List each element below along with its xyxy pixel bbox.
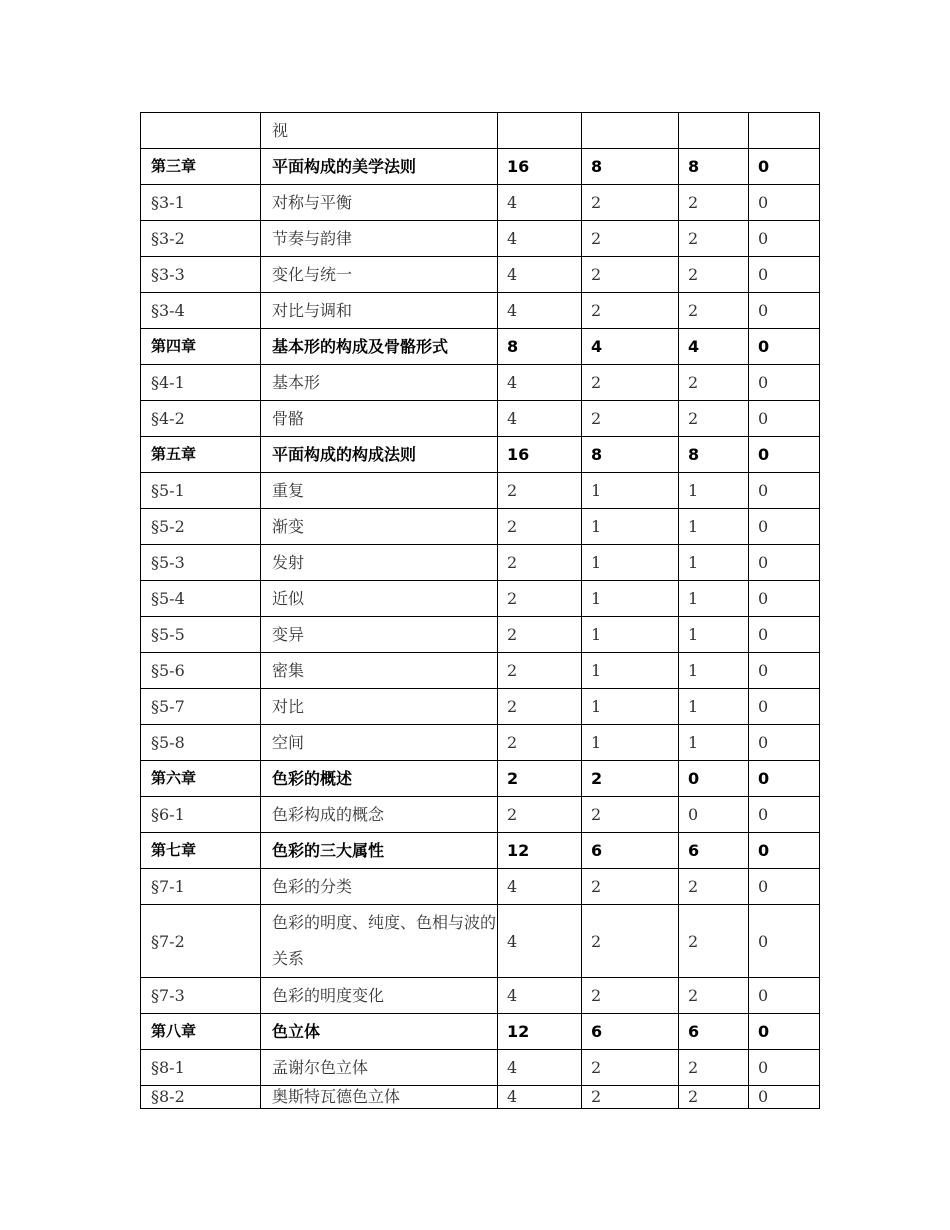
practice-hours-cell: 2 — [679, 1050, 749, 1086]
total-hours-cell: 2 — [498, 617, 582, 653]
total-hours-cell: 4 — [498, 869, 582, 905]
chapter-number-cell: §5-8 — [141, 725, 261, 761]
topic-cell: 节奏与韵律 — [261, 221, 498, 257]
practice-hours-cell: 2 — [679, 185, 749, 221]
practice-hours-cell: 2 — [679, 1086, 749, 1109]
lecture-hours-cell: 2 — [582, 905, 679, 978]
table-row — [141, 185, 820, 221]
chapter-number-cell: 第八章 — [141, 1014, 261, 1050]
chapter-number-cell: §3-4 — [141, 293, 261, 329]
practice-hours-cell: 6 — [679, 833, 749, 869]
other-hours-cell: 0 — [749, 185, 820, 221]
practice-hours-cell: 0 — [679, 797, 749, 833]
other-hours-cell: 0 — [749, 257, 820, 293]
total-hours-cell: 4 — [498, 1086, 582, 1109]
practice-hours-cell: 0 — [679, 761, 749, 797]
practice-hours-cell: 1 — [679, 653, 749, 689]
other-hours-cell: 0 — [749, 1050, 820, 1086]
chapter-number-cell: §7-3 — [141, 978, 261, 1014]
topic-cell: 色彩构成的概念 — [261, 797, 498, 833]
chapter-row — [141, 761, 820, 797]
topic-cell: 基本形 — [261, 365, 498, 401]
lecture-hours-cell: 2 — [582, 869, 679, 905]
other-hours-cell: 0 — [749, 365, 820, 401]
practice-hours-cell: 4 — [679, 329, 749, 365]
lecture-hours-cell: 2 — [582, 365, 679, 401]
total-hours-cell: 4 — [498, 978, 582, 1014]
table-row — [141, 725, 820, 761]
practice-hours-cell: 2 — [679, 365, 749, 401]
lecture-hours-cell: 6 — [582, 1014, 679, 1050]
topic-cell: 密集 — [261, 653, 498, 689]
lecture-hours-cell: 8 — [582, 149, 679, 185]
other-hours-cell: 0 — [749, 905, 820, 978]
chapter-row — [141, 329, 820, 365]
chapter-number-cell: §4-2 — [141, 401, 261, 437]
practice-hours-cell: 2 — [679, 293, 749, 329]
lecture-hours-cell — [582, 113, 679, 149]
lecture-hours-cell: 1 — [582, 653, 679, 689]
total-hours-cell: 4 — [498, 221, 582, 257]
other-hours-cell: 0 — [749, 509, 820, 545]
table-row — [141, 113, 820, 149]
total-hours-cell — [498, 113, 582, 149]
topic-cell: 空间 — [261, 725, 498, 761]
chapter-number-cell: §8-1 — [141, 1050, 261, 1086]
other-hours-cell: 0 — [749, 725, 820, 761]
table-row — [141, 869, 820, 905]
table-row — [141, 689, 820, 725]
other-hours-cell: 0 — [749, 401, 820, 437]
table-row — [141, 509, 820, 545]
lecture-hours-cell: 1 — [582, 617, 679, 653]
topic-cell: 色彩的明度、纯度、色相与波的关系 — [261, 905, 498, 978]
topic-cell: 对比与调和 — [261, 293, 498, 329]
table-row — [141, 978, 820, 1014]
practice-hours-cell: 6 — [679, 1014, 749, 1050]
table-row — [141, 1086, 820, 1109]
chapter-number-cell: §7-2 — [141, 905, 261, 978]
lecture-hours-cell: 2 — [582, 185, 679, 221]
total-hours-cell: 2 — [498, 761, 582, 797]
total-hours-cell: 2 — [498, 473, 582, 509]
total-hours-cell: 2 — [498, 581, 582, 617]
chapter-number-cell: §7-1 — [141, 869, 261, 905]
other-hours-cell: 0 — [749, 437, 820, 473]
other-hours-cell — [749, 113, 820, 149]
other-hours-cell: 0 — [749, 473, 820, 509]
topic-cell: 平面构成的构成法则 — [261, 437, 498, 473]
total-hours-cell: 2 — [498, 797, 582, 833]
topic-cell: 色彩的三大属性 — [261, 833, 498, 869]
other-hours-cell: 0 — [749, 149, 820, 185]
chapter-row — [141, 149, 820, 185]
lecture-hours-cell: 4 — [582, 329, 679, 365]
other-hours-cell: 0 — [749, 797, 820, 833]
total-hours-cell: 4 — [498, 1050, 582, 1086]
table-row — [141, 293, 820, 329]
total-hours-cell: 2 — [498, 725, 582, 761]
topic-cell: 发射 — [261, 545, 498, 581]
chapter-number-cell: §4-1 — [141, 365, 261, 401]
chapter-number-cell: 第七章 — [141, 833, 261, 869]
chapter-number-cell: §5-7 — [141, 689, 261, 725]
total-hours-cell: 8 — [498, 329, 582, 365]
table-row — [141, 365, 820, 401]
lecture-hours-cell: 2 — [582, 761, 679, 797]
other-hours-cell: 0 — [749, 761, 820, 797]
total-hours-cell: 12 — [498, 833, 582, 869]
chapter-number-cell: 第四章 — [141, 329, 261, 365]
total-hours-cell: 4 — [498, 905, 582, 978]
total-hours-cell: 2 — [498, 653, 582, 689]
lecture-hours-cell: 2 — [582, 293, 679, 329]
lecture-hours-cell: 1 — [582, 581, 679, 617]
practice-hours-cell: 2 — [679, 869, 749, 905]
total-hours-cell: 4 — [498, 293, 582, 329]
practice-hours-cell: 2 — [679, 257, 749, 293]
lecture-hours-cell: 1 — [582, 473, 679, 509]
practice-hours-cell: 8 — [679, 149, 749, 185]
lecture-hours-cell: 2 — [582, 978, 679, 1014]
practice-hours-cell: 1 — [679, 545, 749, 581]
chapter-number-cell — [141, 113, 261, 149]
total-hours-cell: 4 — [498, 185, 582, 221]
chapter-number-cell: §5-5 — [141, 617, 261, 653]
topic-cell: 色彩的明度变化 — [261, 978, 498, 1014]
chapter-number-cell: §8-2 — [141, 1086, 261, 1109]
chapter-number-cell: §5-3 — [141, 545, 261, 581]
chapter-row — [141, 1014, 820, 1050]
topic-cell: 色立体 — [261, 1014, 498, 1050]
other-hours-cell: 0 — [749, 689, 820, 725]
practice-hours-cell: 1 — [679, 473, 749, 509]
topic-cell: 对称与平衡 — [261, 185, 498, 221]
chapter-number-cell: §6-1 — [141, 797, 261, 833]
practice-hours-cell: 1 — [679, 509, 749, 545]
other-hours-cell: 0 — [749, 833, 820, 869]
other-hours-cell: 0 — [749, 329, 820, 365]
other-hours-cell: 0 — [749, 653, 820, 689]
lecture-hours-cell: 1 — [582, 545, 679, 581]
total-hours-cell: 12 — [498, 1014, 582, 1050]
total-hours-cell: 16 — [498, 437, 582, 473]
table-row — [141, 401, 820, 437]
practice-hours-cell: 2 — [679, 401, 749, 437]
chapter-number-cell: §5-1 — [141, 473, 261, 509]
practice-hours-cell: 1 — [679, 581, 749, 617]
topic-cell: 渐变 — [261, 509, 498, 545]
chapter-number-cell: §3-1 — [141, 185, 261, 221]
other-hours-cell: 0 — [749, 869, 820, 905]
lecture-hours-cell: 8 — [582, 437, 679, 473]
chapter-number-cell: §5-6 — [141, 653, 261, 689]
practice-hours-cell: 1 — [679, 725, 749, 761]
chapter-number-cell: §5-2 — [141, 509, 261, 545]
table-row — [141, 797, 820, 833]
other-hours-cell: 0 — [749, 1086, 820, 1109]
chapter-number-cell: §3-2 — [141, 221, 261, 257]
lecture-hours-cell: 1 — [582, 725, 679, 761]
practice-hours-cell: 2 — [679, 221, 749, 257]
lecture-hours-cell: 1 — [582, 509, 679, 545]
table-row — [141, 257, 820, 293]
chapter-row — [141, 437, 820, 473]
table-row — [141, 545, 820, 581]
chapter-number-cell: 第五章 — [141, 437, 261, 473]
topic-cell: 对比 — [261, 689, 498, 725]
table-row — [141, 905, 820, 978]
table-body — [141, 113, 820, 1109]
table-row — [141, 473, 820, 509]
other-hours-cell: 0 — [749, 617, 820, 653]
practice-hours-cell: 1 — [679, 689, 749, 725]
total-hours-cell: 4 — [498, 401, 582, 437]
table-row — [141, 617, 820, 653]
lecture-hours-cell: 2 — [582, 257, 679, 293]
table-row — [141, 221, 820, 257]
total-hours-cell: 2 — [498, 509, 582, 545]
lecture-hours-cell: 2 — [582, 797, 679, 833]
total-hours-cell: 16 — [498, 149, 582, 185]
total-hours-cell: 4 — [498, 365, 582, 401]
chapter-row — [141, 833, 820, 869]
topic-cell: 基本形的构成及骨骼形式 — [261, 329, 498, 365]
topic-cell: 变化与统一 — [261, 257, 498, 293]
chapter-number-cell: 第三章 — [141, 149, 261, 185]
topic-cell: 孟谢尔色立体 — [261, 1050, 498, 1086]
topic-cell: 奥斯特瓦德色立体 — [261, 1086, 498, 1109]
other-hours-cell: 0 — [749, 978, 820, 1014]
other-hours-cell: 0 — [749, 1014, 820, 1050]
table-row — [141, 653, 820, 689]
other-hours-cell: 0 — [749, 581, 820, 617]
topic-cell: 视 — [261, 113, 498, 149]
other-hours-cell: 0 — [749, 293, 820, 329]
topic-cell: 变异 — [261, 617, 498, 653]
lecture-hours-cell: 1 — [582, 689, 679, 725]
total-hours-cell: 2 — [498, 689, 582, 725]
table-row — [141, 581, 820, 617]
other-hours-cell: 0 — [749, 545, 820, 581]
total-hours-cell: 2 — [498, 545, 582, 581]
other-hours-cell: 0 — [749, 221, 820, 257]
topic-cell: 色彩的分类 — [261, 869, 498, 905]
practice-hours-cell — [679, 113, 749, 149]
topic-cell: 色彩的概述 — [261, 761, 498, 797]
chapter-number-cell: §3-3 — [141, 257, 261, 293]
topic-cell: 近似 — [261, 581, 498, 617]
table-row — [141, 1050, 820, 1086]
practice-hours-cell: 1 — [679, 617, 749, 653]
total-hours-cell: 4 — [498, 257, 582, 293]
practice-hours-cell: 8 — [679, 437, 749, 473]
lecture-hours-cell: 2 — [582, 1086, 679, 1109]
lecture-hours-cell: 2 — [582, 1050, 679, 1086]
lecture-hours-cell: 2 — [582, 401, 679, 437]
topic-cell: 重复 — [261, 473, 498, 509]
chapter-number-cell: 第六章 — [141, 761, 261, 797]
course-hours-table — [140, 112, 820, 1109]
topic-cell: 平面构成的美学法则 — [261, 149, 498, 185]
chapter-number-cell: §5-4 — [141, 581, 261, 617]
lecture-hours-cell: 6 — [582, 833, 679, 869]
practice-hours-cell: 2 — [679, 905, 749, 978]
practice-hours-cell: 2 — [679, 978, 749, 1014]
topic-cell: 骨骼 — [261, 401, 498, 437]
lecture-hours-cell: 2 — [582, 221, 679, 257]
